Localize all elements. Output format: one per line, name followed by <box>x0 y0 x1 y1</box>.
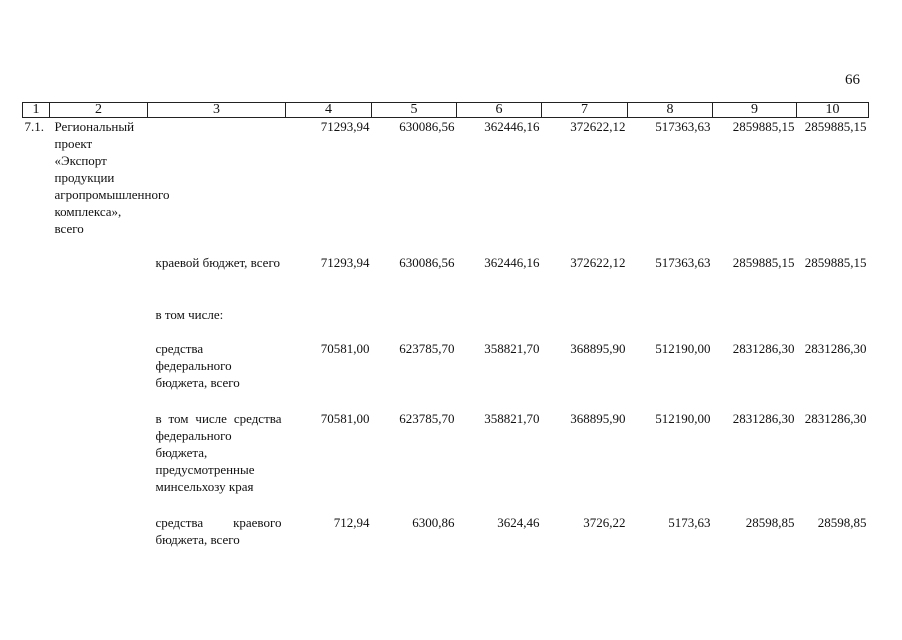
header-row <box>23 103 869 118</box>
value-cell: 3726,22 <box>583 514 626 530</box>
table-row <box>23 514 869 554</box>
column-header: 4 <box>286 103 372 118</box>
row-number <box>23 340 50 410</box>
project-name <box>50 254 148 306</box>
value-cell: 623785,70 <box>399 340 455 356</box>
value-cell <box>286 306 372 340</box>
value-cell: 517363,63 <box>655 119 711 134</box>
funding-source: в том числе средства федерального бюджета, предусмотренные минсельхозу края <box>155 410 282 494</box>
table-row <box>23 254 869 306</box>
row-number <box>23 306 50 340</box>
page-number: 66 <box>845 72 860 88</box>
project-name <box>50 340 148 410</box>
value-cell: 512190,00 <box>655 410 711 426</box>
project-name <box>50 514 148 554</box>
funding-source: средства федерального бюджета, всего <box>155 340 240 390</box>
value-cell <box>542 306 628 340</box>
value-cell: 372622,12 <box>570 254 626 270</box>
funding-source: краевой бюджет, всего <box>155 254 280 270</box>
value-cell: 368895,90 <box>570 410 626 426</box>
value-cell: 2831286,30 <box>804 340 867 356</box>
value-cell: 368895,90 <box>570 340 626 356</box>
value-cell: 362446,16 <box>484 254 540 270</box>
value-cell: 362446,16 <box>484 119 540 134</box>
value-cell <box>628 306 713 340</box>
table-row <box>23 340 869 410</box>
funding-source: в том числе: <box>155 306 224 322</box>
column-header: 2 <box>50 103 148 118</box>
value-cell: 71293,94 <box>320 119 370 134</box>
column-header: 7 <box>542 103 628 118</box>
value-cell: 2831286,30 <box>732 340 795 356</box>
row-number <box>23 514 50 554</box>
value-cell: 358821,70 <box>484 340 540 356</box>
column-header: 6 <box>457 103 542 118</box>
value-cell <box>372 306 457 340</box>
value-cell: 6300,86 <box>412 514 455 530</box>
value-cell: 2859885,15 <box>732 254 795 270</box>
column-header: 3 <box>148 103 286 118</box>
column-header: 9 <box>713 103 797 118</box>
row-number <box>23 410 50 514</box>
value-cell: 2859885,15 <box>732 119 795 134</box>
value-cell: 372622,12 <box>570 119 626 134</box>
value-cell: 71293,94 <box>320 254 370 270</box>
value-cell: 3624,46 <box>497 514 540 530</box>
table-row <box>23 410 869 514</box>
value-cell: 2831286,30 <box>804 410 867 426</box>
row-number: 7.1. <box>24 119 44 134</box>
funding-source: средства краевого бюджета, всего <box>155 514 282 547</box>
value-cell: 28598,85 <box>745 514 795 530</box>
value-cell: 2859885,15 <box>804 254 867 270</box>
row-number <box>23 254 50 306</box>
project-name: Региональный проект «Экспорт продукции агропромышленного комплекса», всего <box>54 119 170 236</box>
value-cell: 2859885,15 <box>804 119 867 134</box>
value-cell <box>457 306 542 340</box>
value-cell: 28598,85 <box>817 514 867 530</box>
value-cell: 712,94 <box>333 514 370 530</box>
value-cell: 623785,70 <box>399 410 455 426</box>
project-name <box>50 410 148 514</box>
table-row <box>23 306 869 340</box>
value-cell: 70581,00 <box>320 340 370 356</box>
budget-table <box>22 102 869 554</box>
value-cell: 5173,63 <box>668 514 711 530</box>
value-cell: 358821,70 <box>484 410 540 426</box>
value-cell <box>797 306 869 340</box>
table-row <box>23 118 869 254</box>
value-cell: 70581,00 <box>320 410 370 426</box>
funding-source <box>148 118 286 254</box>
column-header: 1 <box>23 103 50 118</box>
value-cell: 2831286,30 <box>732 410 795 426</box>
value-cell: 630086,56 <box>399 254 455 270</box>
value-cell: 630086,56 <box>399 119 455 134</box>
value-cell: 517363,63 <box>655 254 711 270</box>
column-header: 5 <box>372 103 457 118</box>
value-cell <box>713 306 797 340</box>
project-name <box>50 306 148 340</box>
column-header: 8 <box>628 103 713 118</box>
value-cell: 512190,00 <box>655 340 711 356</box>
column-header: 10 <box>797 103 869 118</box>
